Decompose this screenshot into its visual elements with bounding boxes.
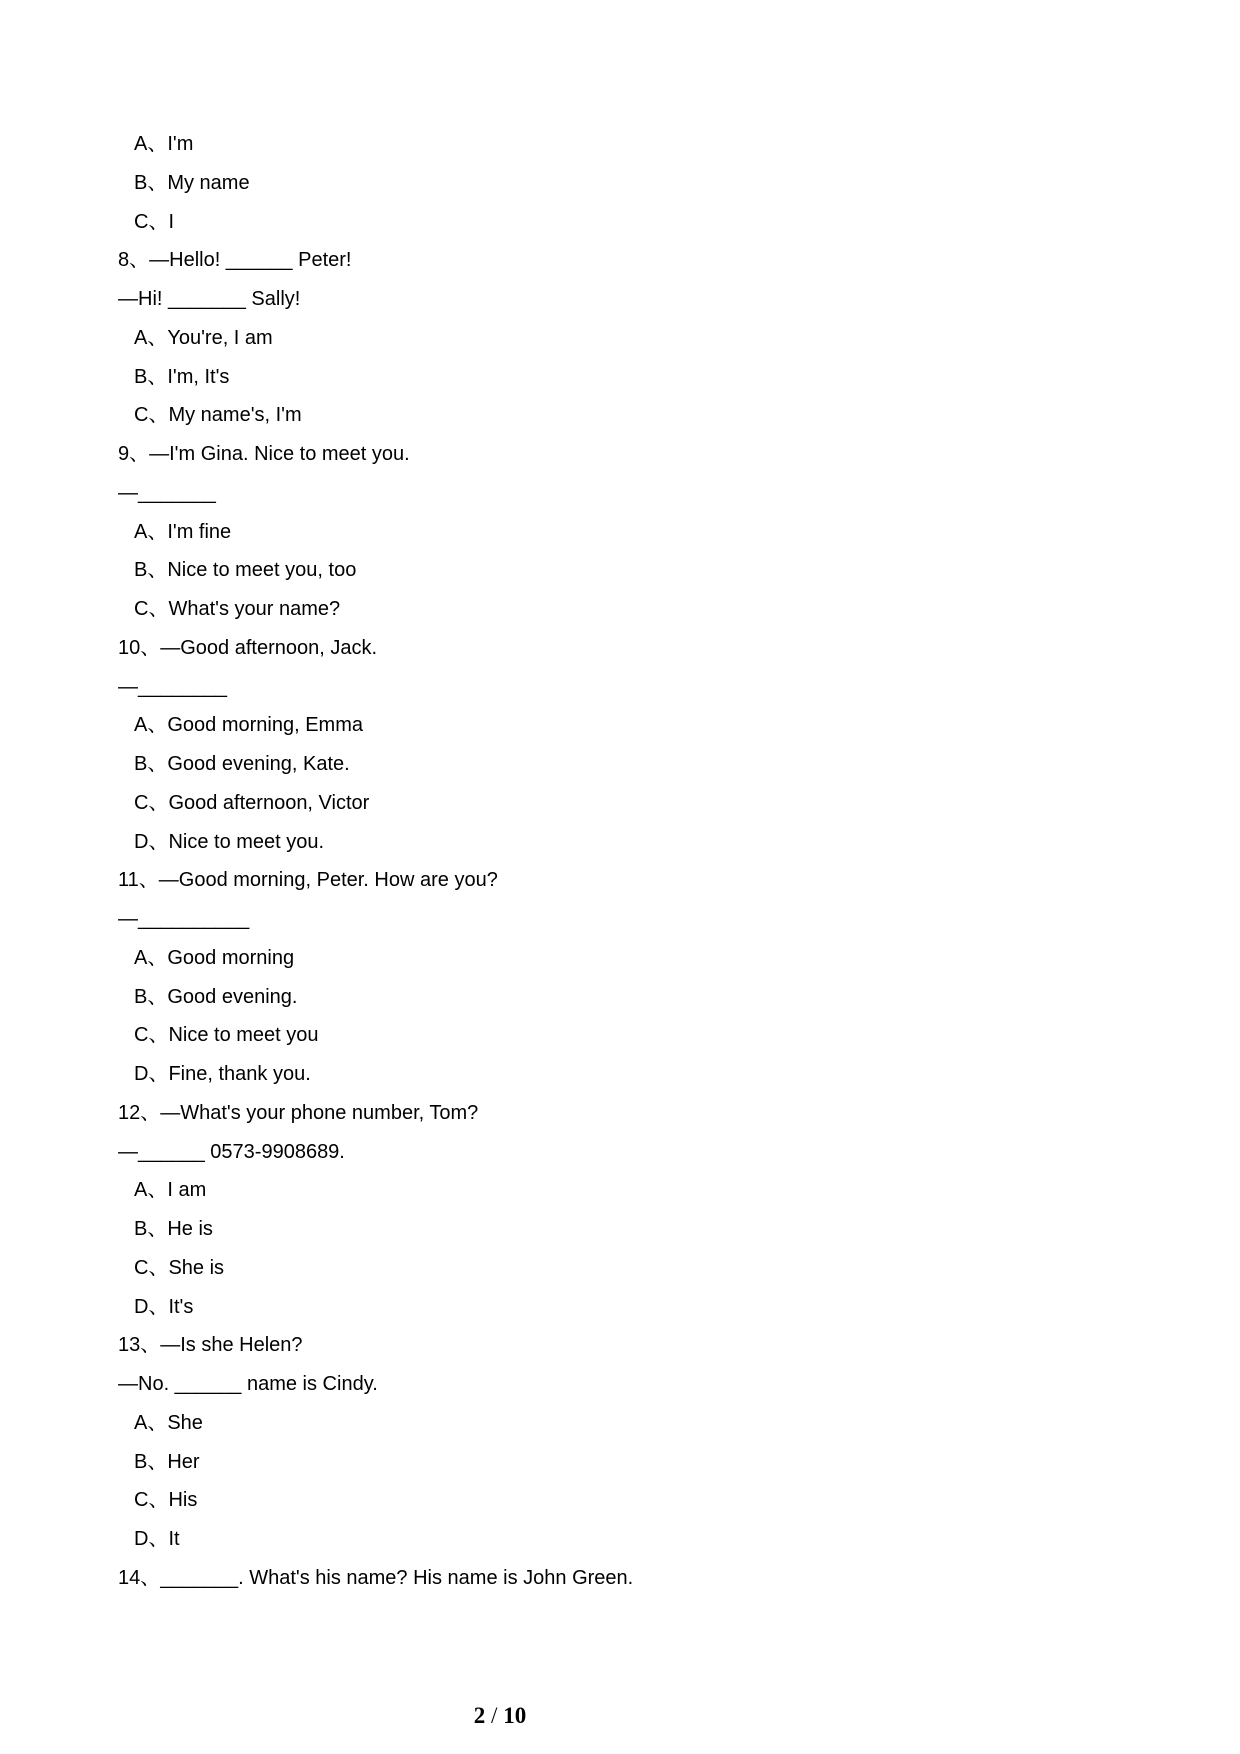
- response-line: —Hi! _______ Sally!: [118, 288, 301, 310]
- question-stem: 14、_______. What's his name? His name is John Green.: [118, 1566, 634, 1589]
- question-stem: 11、—Good morning, Peter. How are you?: [118, 869, 498, 892]
- answer-option: C、Good afternoon, Victor: [134, 791, 370, 814]
- answer-option: A、I am: [134, 1179, 207, 1202]
- answer-option: A、I'm fine: [134, 520, 232, 543]
- answer-option: D、It's: [134, 1295, 194, 1318]
- answer-option: A、I'm: [134, 133, 194, 155]
- answer-option: B、Good evening.: [134, 985, 298, 1008]
- answer-option: B、Nice to meet you, too: [134, 559, 357, 582]
- answer-option: A、Good morning, Emma: [134, 714, 363, 737]
- answer-option: A、She: [134, 1411, 203, 1434]
- question-stem: 8、—Hello! ______ Peter!: [118, 249, 352, 272]
- page-separator: /: [491, 1703, 498, 1728]
- answer-option: B、I'm, It's: [134, 365, 230, 388]
- answer-option: D、It: [134, 1528, 180, 1550]
- answer-option: B、Good evening, Kate.: [134, 753, 350, 775]
- answer-option: C、She is: [134, 1256, 225, 1279]
- page-total: 10: [503, 1703, 527, 1728]
- question-stem: 10、—Good afternoon, Jack.: [118, 636, 378, 659]
- answer-option: B、Her: [134, 1450, 200, 1473]
- response-line: —__________: [118, 908, 250, 930]
- question-stem: 13、—Is she Helen?: [118, 1334, 303, 1357]
- answer-option: A、You're, I am: [134, 326, 273, 349]
- answer-option: C、I: [134, 210, 174, 233]
- answer-option: C、My name's, I'm: [134, 404, 302, 427]
- answer-option: C、Nice to meet you: [134, 1024, 319, 1047]
- answer-option: B、He is: [134, 1218, 213, 1240]
- answer-option: D、Nice to meet you.: [134, 830, 325, 853]
- response-line: —______ 0573-9908689.: [118, 1140, 345, 1163]
- answer-option: B、My name: [134, 171, 250, 194]
- answer-option: C、His: [134, 1489, 198, 1512]
- question-stem: 12、—What's your phone number, Tom?: [118, 1101, 479, 1124]
- page-current: 2: [473, 1703, 486, 1728]
- answer-option: A、Good morning: [134, 946, 295, 969]
- answer-option: D、Fine, thank you.: [134, 1063, 311, 1085]
- response-line: —________: [118, 675, 227, 698]
- question-stem: 9、—I'm Gina. Nice to meet you.: [118, 443, 410, 465]
- page-number: [0, 1702, 1000, 1730]
- response-line: —No. ______ name is Cindy.: [118, 1373, 378, 1395]
- answer-option: C、What's your name?: [134, 598, 341, 620]
- response-line: —_______: [118, 481, 216, 504]
